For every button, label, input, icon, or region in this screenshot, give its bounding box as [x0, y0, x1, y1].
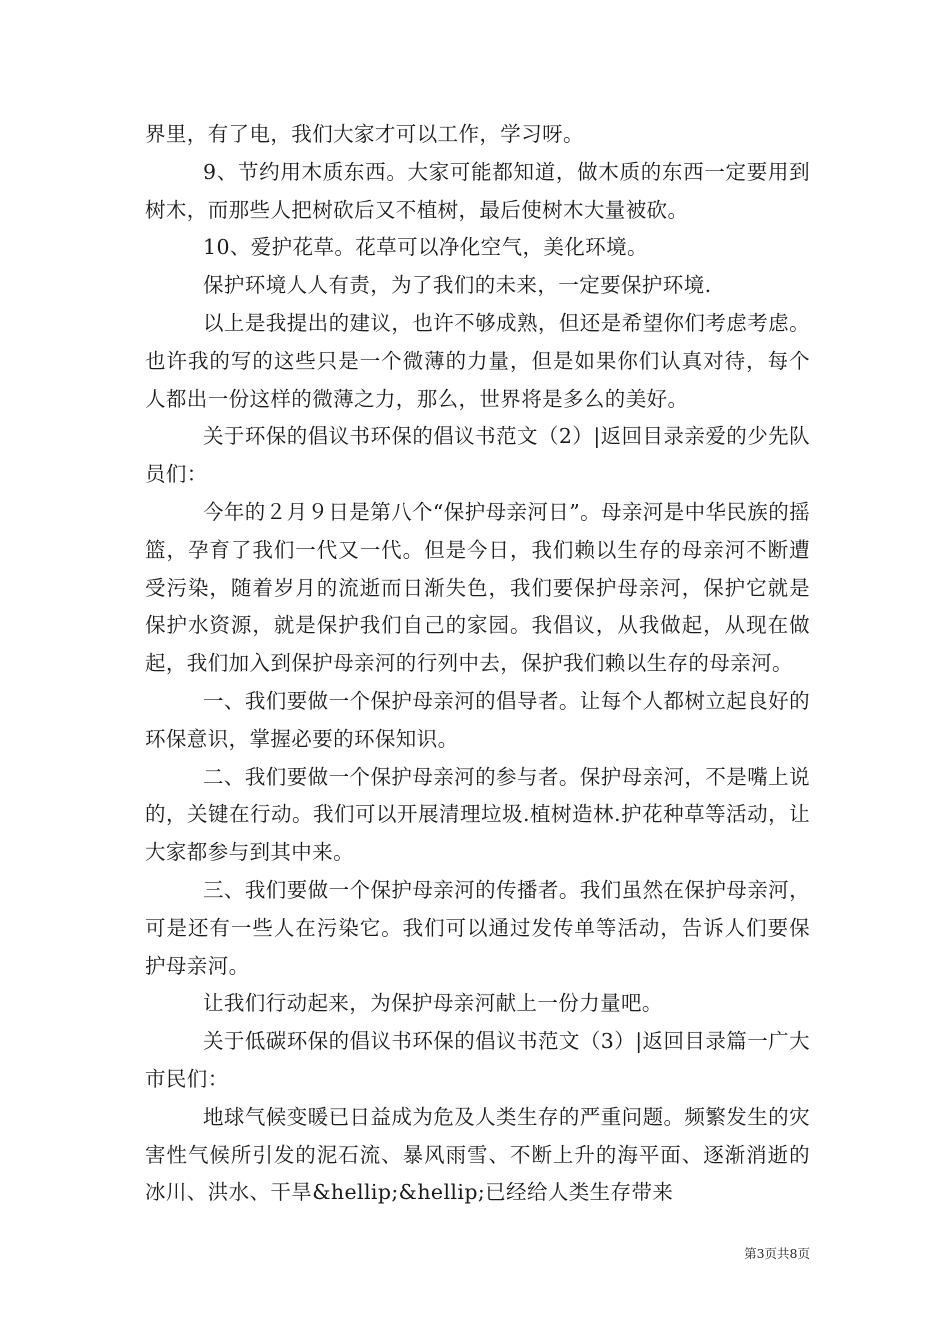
paragraph: 地球气候变暖已日益成为危及人类生存的严重问题。频繁发生的灾害性气候所引发的泥石流、暴风雨雪、不断上升的海平面、逐渐消逝的冰川、洪水、干旱&hellip;&hellip;已经给人类生存带来 — [145, 1104, 810, 1205]
paragraph: 保护环境人人有责，为了我们的未来，一定要保护环境. — [203, 273, 712, 298]
paragraph: 三、我们要做一个保护母亲河的传播者。我们虽然在保护母亲河，可是还有一些人在污染它。我们可以通过发传单等活动，告诉人们要保护母亲河。 — [145, 877, 810, 978]
paragraph: 今年的２月９日是第八个“保护母亲河日”。母亲河是中华民族的摇篮，孕育了我们一代又一代。但是今日，我们赖以生存的母亲河不断遭受污染，随着岁月的流逝而日渐失色，我们要保护母亲河，保护它就是保护水资源，就是保护我们自己的家园。我倡议，从我做起，从现在做起，我们加入到保护母亲河的行列中去，保护我们赖以生存的母亲河。 — [145, 499, 810, 676]
page-number-footer: 第3页共8页 — [744, 1246, 810, 1261]
document-body — [145, 116, 810, 1212]
paragraph: 以上是我提出的建议，也许不够成熟，但还是希望你们考虑考虑。也许我的写的这些只是一个微薄的力量，但是如果你们认真对待，每个人都出一份这样的微薄之力，那么，世界将是多么的美好。 — [145, 310, 810, 411]
paragraph: 9、节约用木质东西。大家可能都知道，做木质的东西一定要用到树木，而那些人把树砍后又不植树，最后使树木大量被砍。 — [145, 159, 810, 222]
paragraph: 界里，有了电，我们大家才可以工作，学习呀。 — [145, 122, 584, 146]
section-heading-paragraph: 关于低碳环保的倡议书环保的倡议书范文（3）|返回目录篇一广大市民们： — [145, 1029, 810, 1091]
paragraph: 10、爱护花草。花草可以净化空气，美化环境。 — [203, 235, 648, 260]
paragraph: 一、我们要做一个保护母亲河的倡导者。让每个人都树立起良好的环保意识，掌握必要的环保知识。 — [145, 688, 810, 751]
paragraph: 二、我们要做一个保护母亲河的参与者。保护母亲河，不是嘴上说的，关键在行动。我们可以开展清理垃圾.植树造林.护花种草等活动，让大家都参与到其中来。 — [145, 764, 810, 865]
section-heading-paragraph: 关于环保的倡议书环保的倡议书范文（2）|返回目录亲爱的少先队员们： — [145, 424, 810, 487]
paragraph: 让我们行动起来，为保护母亲河献上一份力量吧。 — [203, 991, 663, 1016]
